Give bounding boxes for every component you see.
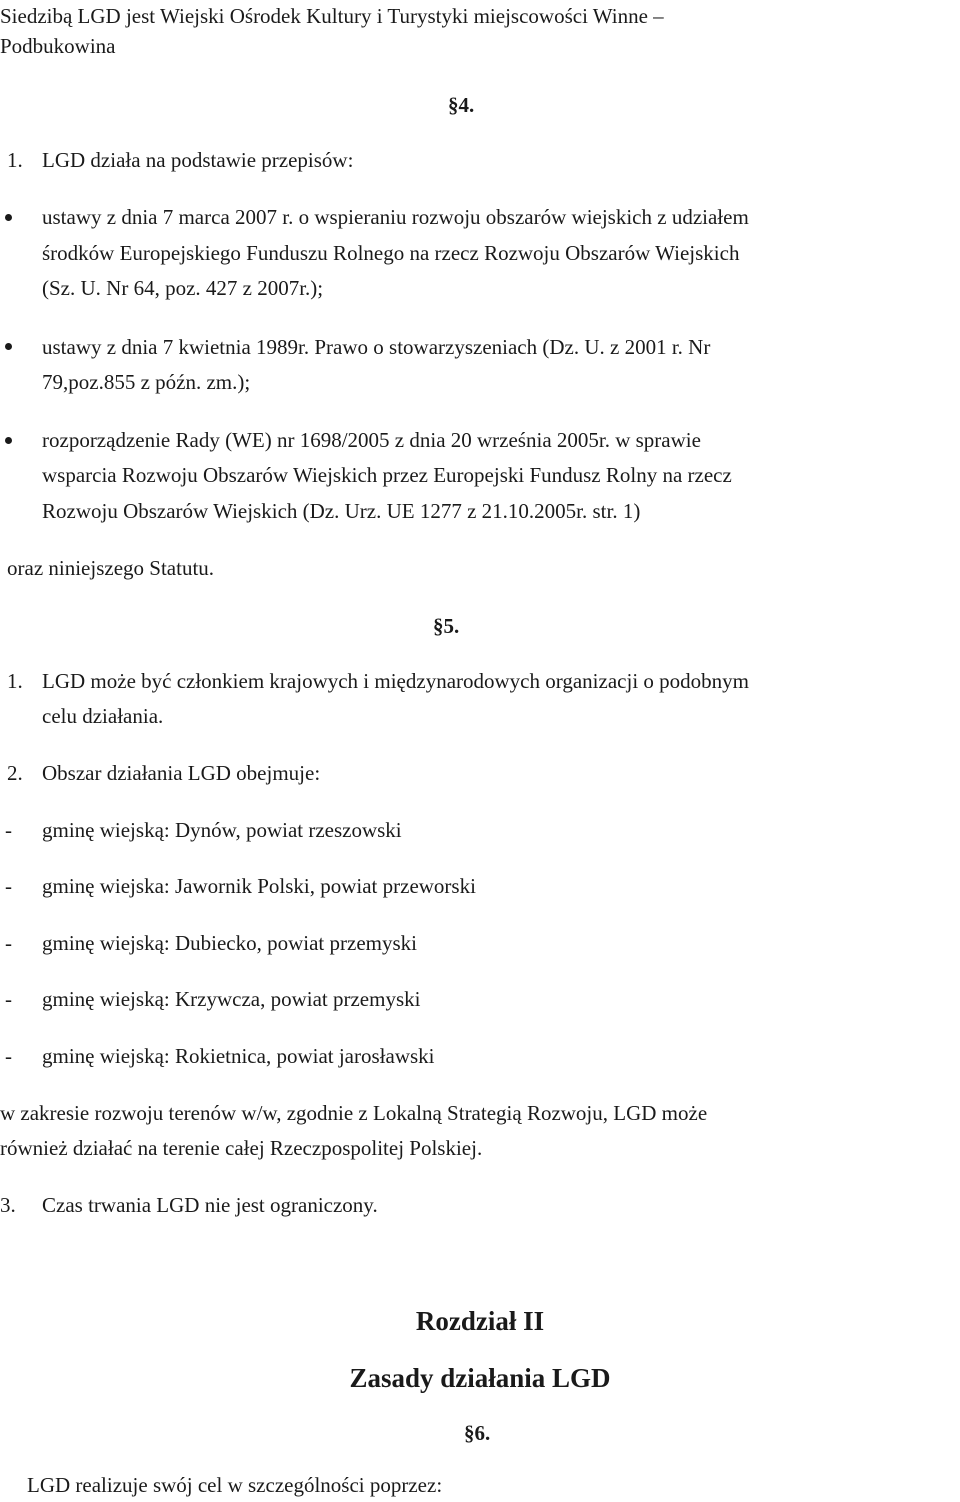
area-item-3: gminę wiejską: Dubiecko, powiat przemyski xyxy=(42,931,417,955)
sec5-item2-text: Obszar działania LGD obejmuje: xyxy=(42,761,321,785)
sec4-item1-text: LGD działa na podstawie przepisów: xyxy=(42,148,354,172)
chapter-title: Rozdział II xyxy=(415,1306,545,1336)
intro-line-2: Podbukowina xyxy=(0,34,116,58)
intro-line-1: Siedzibą LGD jest Wiejski Ośrodek Kultury i Turystyki miejscowości Winne – xyxy=(0,4,664,28)
sec4-bullet-2-line-2: 79,poz.855 z późn. zm.); xyxy=(42,370,251,394)
sec5-scope-line-2: również działać na terenie całej Rzeczpospolitej Polskiej. xyxy=(0,1136,483,1160)
section-5-heading: §5. xyxy=(433,614,460,638)
chapter-subtitle: Zasady działania LGD xyxy=(349,1363,611,1393)
section-4-heading: §4. xyxy=(448,93,475,117)
sec5-item3-text: Czas trwania LGD nie jest ograniczony. xyxy=(42,1193,378,1217)
area-item-5: gminę wiejską: Rokietnica, powiat jarosławski xyxy=(42,1044,435,1068)
sec5-item3-number: 3. xyxy=(0,1193,16,1217)
area-dash: - xyxy=(5,1044,12,1068)
bullet-icon xyxy=(5,214,12,221)
area-dash: - xyxy=(5,818,12,842)
sec4-bullet-1-line-3: (Sz. U. Nr 64, poz. 427 z 2007r.); xyxy=(42,276,324,300)
sec4-bullet-1-line-1: ustawy z dnia 7 marca 2007 r. o wspieraniu rozwoju obszarów wiejskich z udziałem xyxy=(42,205,749,229)
sec5-item1-line-1: LGD może być członkiem krajowych i międzynarodowych organizacji o podobnym xyxy=(42,669,749,693)
sec4-bullet-3-line-2: wsparcia Rozwoju Obszarów Wiejskich przez Europejski Fundusz Rolny na rzecz xyxy=(42,463,732,487)
area-item-2: gminę wiejska: Jawornik Polski, powiat przeworski xyxy=(42,874,476,898)
bullet-icon xyxy=(5,343,12,350)
area-dash: - xyxy=(5,987,12,1011)
sec5-item2-number: 2. xyxy=(7,761,23,785)
area-item-4: gminę wiejską: Krzywcza, powiat przemyski xyxy=(42,987,421,1011)
sec4-bullet-1-line-2: środków Europejskiego Funduszu Rolnego na rzecz Rozwoju Obszarów Wiejskich xyxy=(42,241,740,265)
sec5-scope-line-1: w zakresie rozwoju terenów w/w, zgodnie z Lokalną Strategią Rozwoju, LGD może xyxy=(0,1101,708,1125)
sec4-bullet-2-line-1: ustawy z dnia 7 kwietnia 1989r. Prawo o stowarzyszeniach (Dz. U. z 2001 r. Nr xyxy=(42,335,711,359)
area-dash: - xyxy=(5,874,12,898)
area-dash: - xyxy=(5,931,12,955)
sec5-item1-line-2: celu działania. xyxy=(42,704,164,728)
sec4-bullet-3-line-3: Rozwoju Obszarów Wiejskich (Dz. Urz. UE 1277 z 21.10.2005r. str. 1) xyxy=(42,499,641,523)
sec6-lead: LGD realizuje swój cel w szczególności poprzez: xyxy=(27,1473,443,1497)
sec5-item1-number: 1. xyxy=(7,669,23,693)
area-item-1: gminę wiejską: Dynów, powiat rzeszowski xyxy=(42,818,402,842)
bullet-icon xyxy=(5,437,12,444)
sec4-item1-number: 1. xyxy=(7,148,23,172)
sec4-closing: oraz niniejszego Statutu. xyxy=(7,556,215,580)
sec4-bullet-3-line-1: rozporządzenie Rady (WE) nr 1698/2005 z dnia 20 września 2005r. w sprawie xyxy=(42,428,701,452)
section-6-heading: §6. xyxy=(464,1421,491,1445)
